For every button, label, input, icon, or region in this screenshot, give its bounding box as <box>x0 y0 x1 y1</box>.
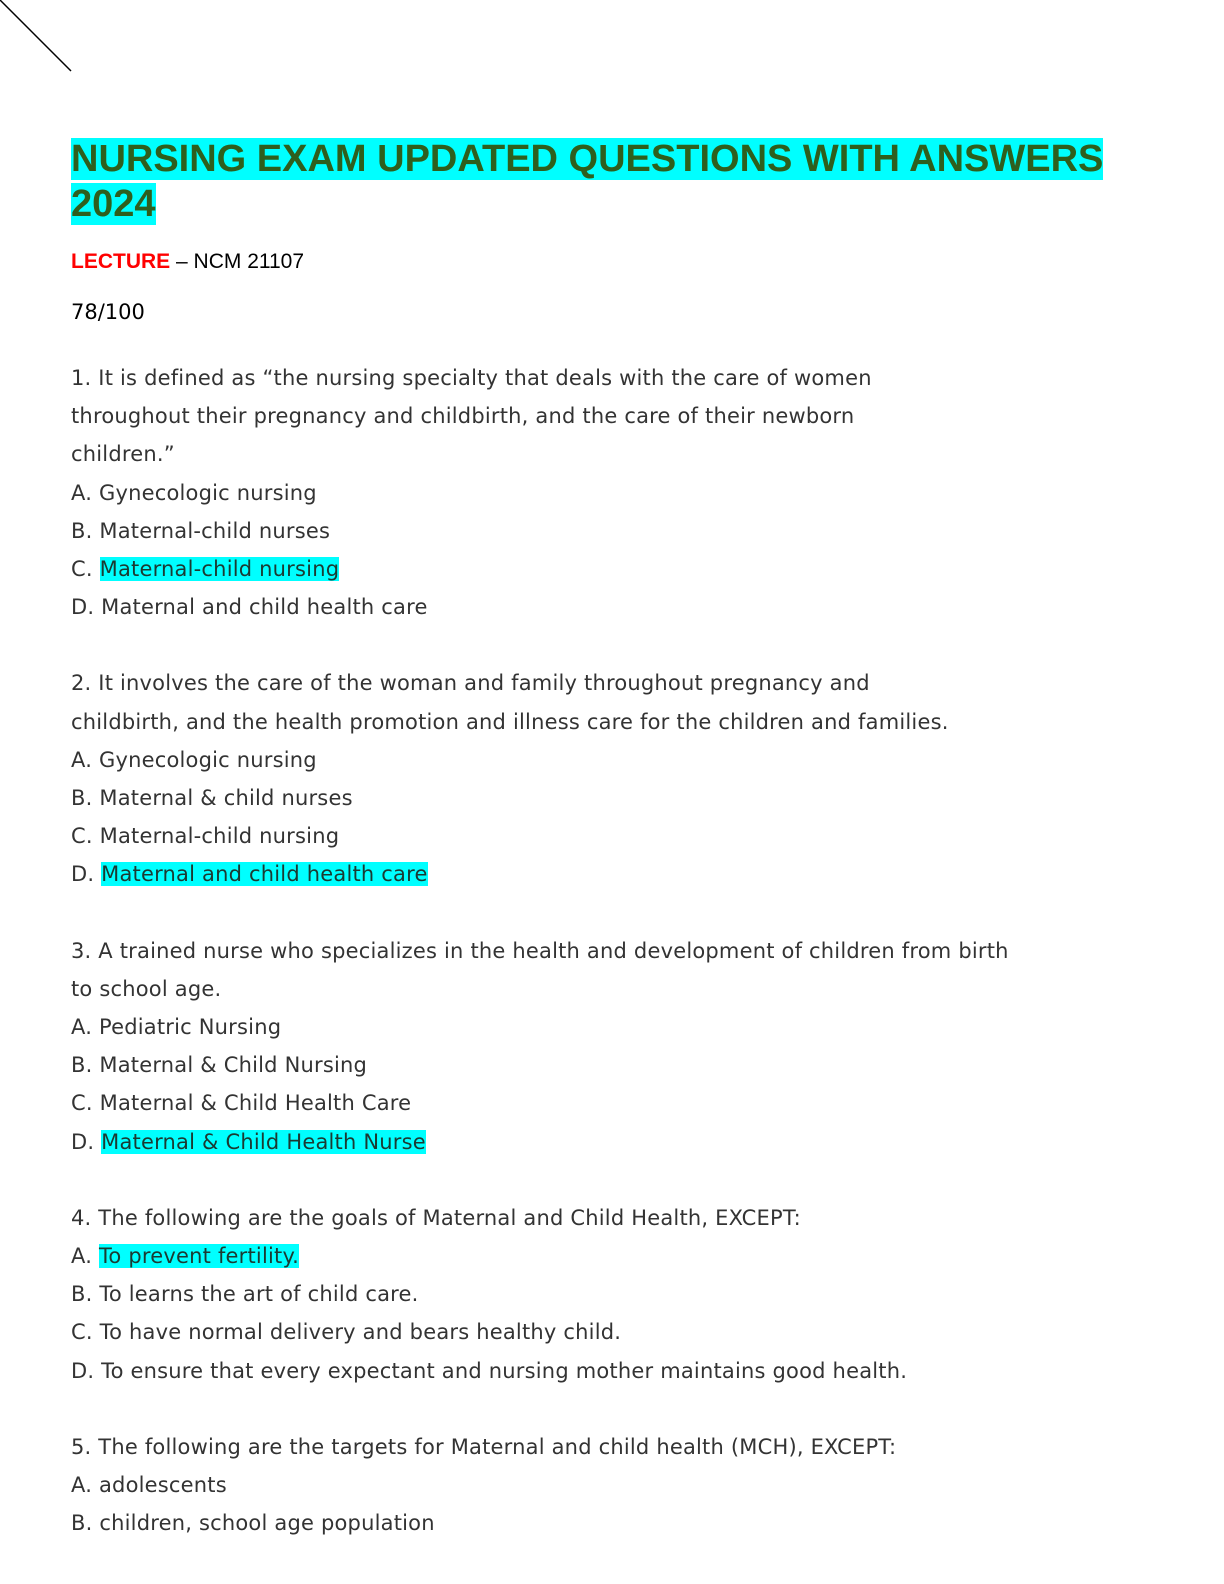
option-text: Gynecologic nursing <box>98 747 317 772</box>
question-text-line: 2. It involves the care of the woman and family throughout pregnancy and <box>71 671 870 696</box>
question-list <box>71 359 1151 1580</box>
option-letter: B. <box>71 518 93 543</box>
option-letter: B. <box>71 1511 93 1536</box>
answer-option <box>71 1275 1151 1313</box>
option-text: Pediatric Nursing <box>98 1015 282 1040</box>
question-text-line: to school age. <box>71 976 222 1001</box>
option-letter: A. <box>71 747 93 772</box>
answer-option <box>71 1504 1151 1542</box>
option-letter: C. <box>71 1320 93 1345</box>
answer-option <box>71 779 1151 817</box>
question-text-line: childbirth, and the health promotion and illness care for the children and families. <box>71 709 949 734</box>
question-5 <box>71 1428 1151 1543</box>
answer-option <box>71 1466 1151 1504</box>
answer-option <box>71 512 1151 550</box>
correct-answer-highlight: Maternal & Child Health Nurse <box>101 1129 426 1154</box>
option-text: children, school age population <box>99 1511 435 1536</box>
option-letter: D. <box>71 1129 95 1154</box>
question-1 <box>71 359 1151 626</box>
answer-option <box>71 817 1151 855</box>
answer-option <box>71 588 1151 626</box>
option-letter: C. <box>71 824 93 849</box>
lecture-label: LECTURE <box>71 250 171 273</box>
option-text: To ensure that every expectant and nursing mother maintains good health. <box>101 1358 908 1383</box>
answer-option <box>71 1046 1151 1084</box>
answer-option <box>71 1352 1151 1390</box>
option-letter: D. <box>71 595 95 620</box>
option-text: To have normal delivery and bears healthy child. <box>99 1320 622 1345</box>
option-text: Gynecologic nursing <box>98 480 317 505</box>
option-text: To learns the art of child care. <box>99 1282 419 1307</box>
option-text: Maternal and child health care <box>101 595 428 620</box>
answer-option <box>71 1313 1151 1351</box>
option-letter: D. <box>71 1358 95 1383</box>
option-text: Maternal-child nurses <box>99 518 331 543</box>
answer-option <box>71 550 1151 588</box>
corner-diagonal-line <box>0 0 80 80</box>
correct-answer-highlight: Maternal-child nursing <box>99 557 340 582</box>
option-text: Maternal-child nursing <box>99 824 340 849</box>
question-text-line: throughout their pregnancy and childbirth, and the care of their newborn <box>71 404 855 429</box>
option-text: adolescents <box>98 1473 227 1498</box>
question-text-line: 4. The following are the goals of Maternal and Child Health, EXCEPT: <box>71 1205 801 1230</box>
answer-option <box>71 1008 1151 1046</box>
answer-option <box>71 1123 1151 1161</box>
option-text: Maternal & child nurses <box>99 786 353 811</box>
option-text: Maternal & Child Nursing <box>99 1053 368 1078</box>
answer-option <box>71 855 1151 893</box>
question-text-line: children.” <box>71 442 175 467</box>
document-title: NURSING EXAM UPDATED QUESTIONS WITH ANSWERS 2024 <box>71 138 1104 225</box>
option-letter: C. <box>71 1091 93 1116</box>
option-letter: B. <box>71 1282 93 1307</box>
question-text-line: 5. The following are the targets for Maternal and child health (MCH), EXCEPT: <box>71 1434 897 1459</box>
question-text-line: 3. A trained nurse who specializes in the health and development of children from birth <box>71 938 1009 963</box>
option-text: Maternal & Child Health Care <box>99 1091 412 1116</box>
answer-option <box>71 1084 1151 1122</box>
answer-option <box>71 1237 1151 1275</box>
option-letter: A. <box>71 1473 93 1498</box>
option-letter: C. <box>71 557 93 582</box>
question-text-line: 1. It is defined as “the nursing specialty that deals with the care of women <box>71 366 872 390</box>
option-letter: A. <box>71 1244 93 1269</box>
correct-answer-highlight: To prevent fertility. <box>98 1244 299 1269</box>
option-letter: A. <box>71 480 93 505</box>
question-4 <box>71 1199 1151 1390</box>
course-code: NCM 21107 <box>193 250 305 273</box>
option-letter: A. <box>71 1015 93 1040</box>
course-line <box>71 250 304 274</box>
answer-option <box>71 474 1151 512</box>
correct-answer-highlight: Maternal and child health care <box>101 862 428 887</box>
option-letter: B. <box>71 1053 93 1078</box>
course-separator: – <box>170 250 194 273</box>
answer-option <box>71 741 1151 779</box>
exam-score: 78/100 <box>71 300 145 324</box>
question-2 <box>71 664 1151 893</box>
option-letter: D. <box>71 862 95 887</box>
question-3 <box>71 932 1151 1161</box>
option-letter: B. <box>71 786 93 811</box>
